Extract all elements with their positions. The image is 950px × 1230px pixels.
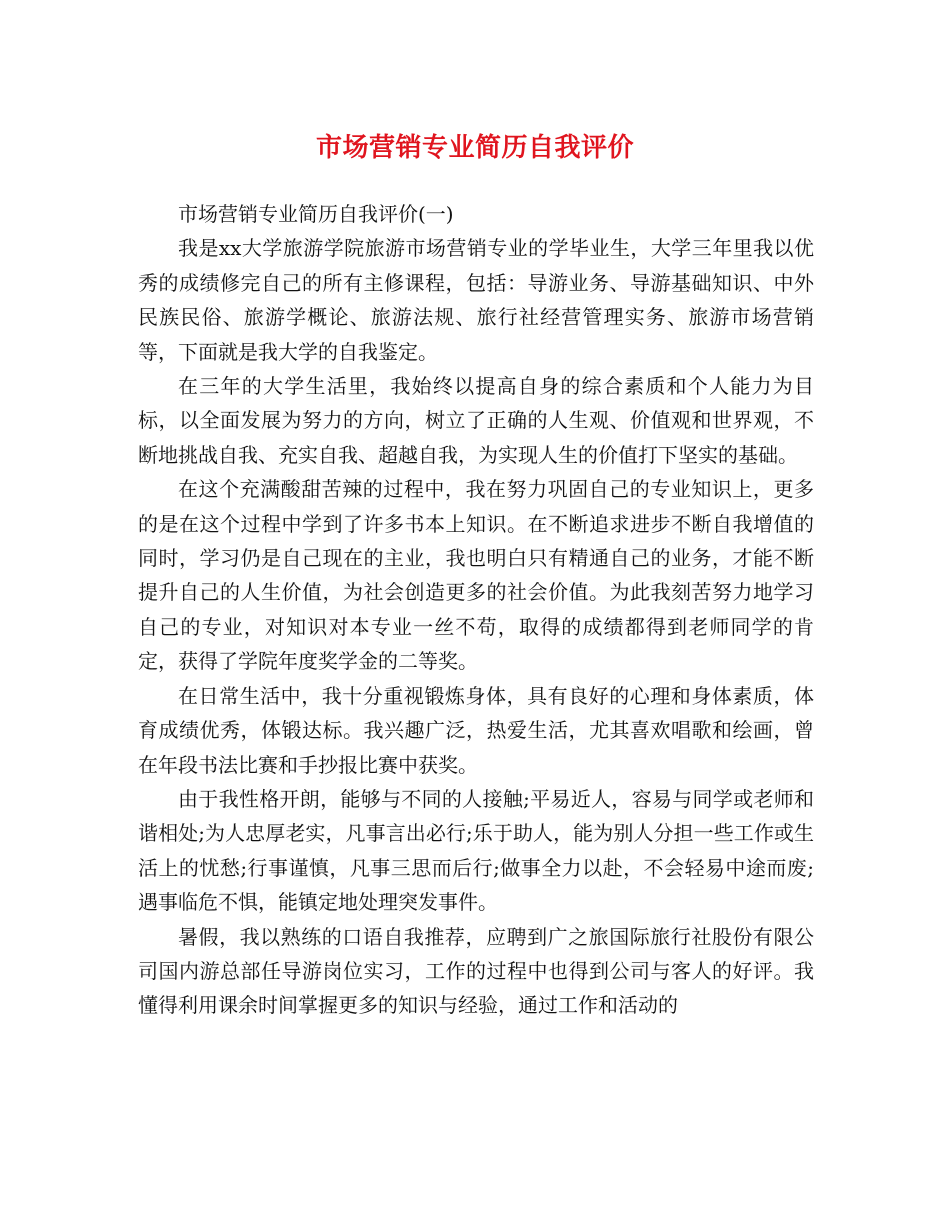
document-title: 市场营销专业简历自我评价 — [315, 133, 634, 163]
paragraph-daily-life: 在日常生活中，我十分重视锻炼身体，具有良好的心理和身体素质，体育成绩优秀，体锻达标。我兴趣广泛，热爱生活，尤其喜欢唱歌和绘画，曾在年段书法比赛和手抄报比赛中获奖。 — [138, 683, 814, 777]
paragraph-intro: 我是xx大学旅游学院旅游市场营销专业的学毕业生，大学三年里我以优秀的成绩修完自己的所有主修课程，包括：导游业务、导游基础知识、中外民族民俗、旅游学概论、旅游法规、旅行社经营管理实务、旅游市场营销等，下面就是我大学的自我鉴定。 — [138, 236, 814, 364]
paragraph-internship: 暑假，我以熟练的口语自我推荐，应聘到广之旅国际旅行社股份有限公司国内游总部任导游岗位实习，工作的过程中也得到公司与客人的好评。我懂得利用课余时间掌握更多的知识与经验，通过工作和活动的 — [138, 924, 814, 1018]
paragraph-university-life: 在三年的大学生活里，我始终以提高自身的综合素质和个人能力为目标，以全面发展为努力的方向，树立了正确的人生观、价值观和世界观，不断地挑战自我、充实自我、超越自我，为实现人生的价值打下坚实的基础。 — [138, 374, 814, 467]
document-body — [138, 197, 814, 1023]
paragraph-study: 在这个充满酸甜苦辣的过程中，我在努力巩固自己的专业知识上，更多的是在这个过程中学到了许多书本上知识。在不断追求进步不断自我增值的同时，学习仍是自己现在的主业，我也明白只有精通自己的业务，才能不断提升自己的人生价值，为社会创造更多的社会价值。为此我刻苦努力地学习自己的专业，对知识对本专业一丝不苟，取得的成绩都得到老师同学的肯定，获得了学院年度奖学金的二等奖。 — [138, 477, 814, 674]
paragraph-personality: 由于我性格开朗，能够与不同的人接触;平易近人，容易与同学或老师和谐相处;为人忠厚老实，凡事言出必行;乐于助人，能为别人分担一些工作或生活上的忧愁;行事谨慎，凡事三思而后行;做事全力以赴，不会轻易中途而废;遇事临危不惧，能镇定地处理突发事件。 — [138, 786, 814, 915]
section-heading: 市场营销专业简历自我评价(一) — [178, 202, 454, 226]
